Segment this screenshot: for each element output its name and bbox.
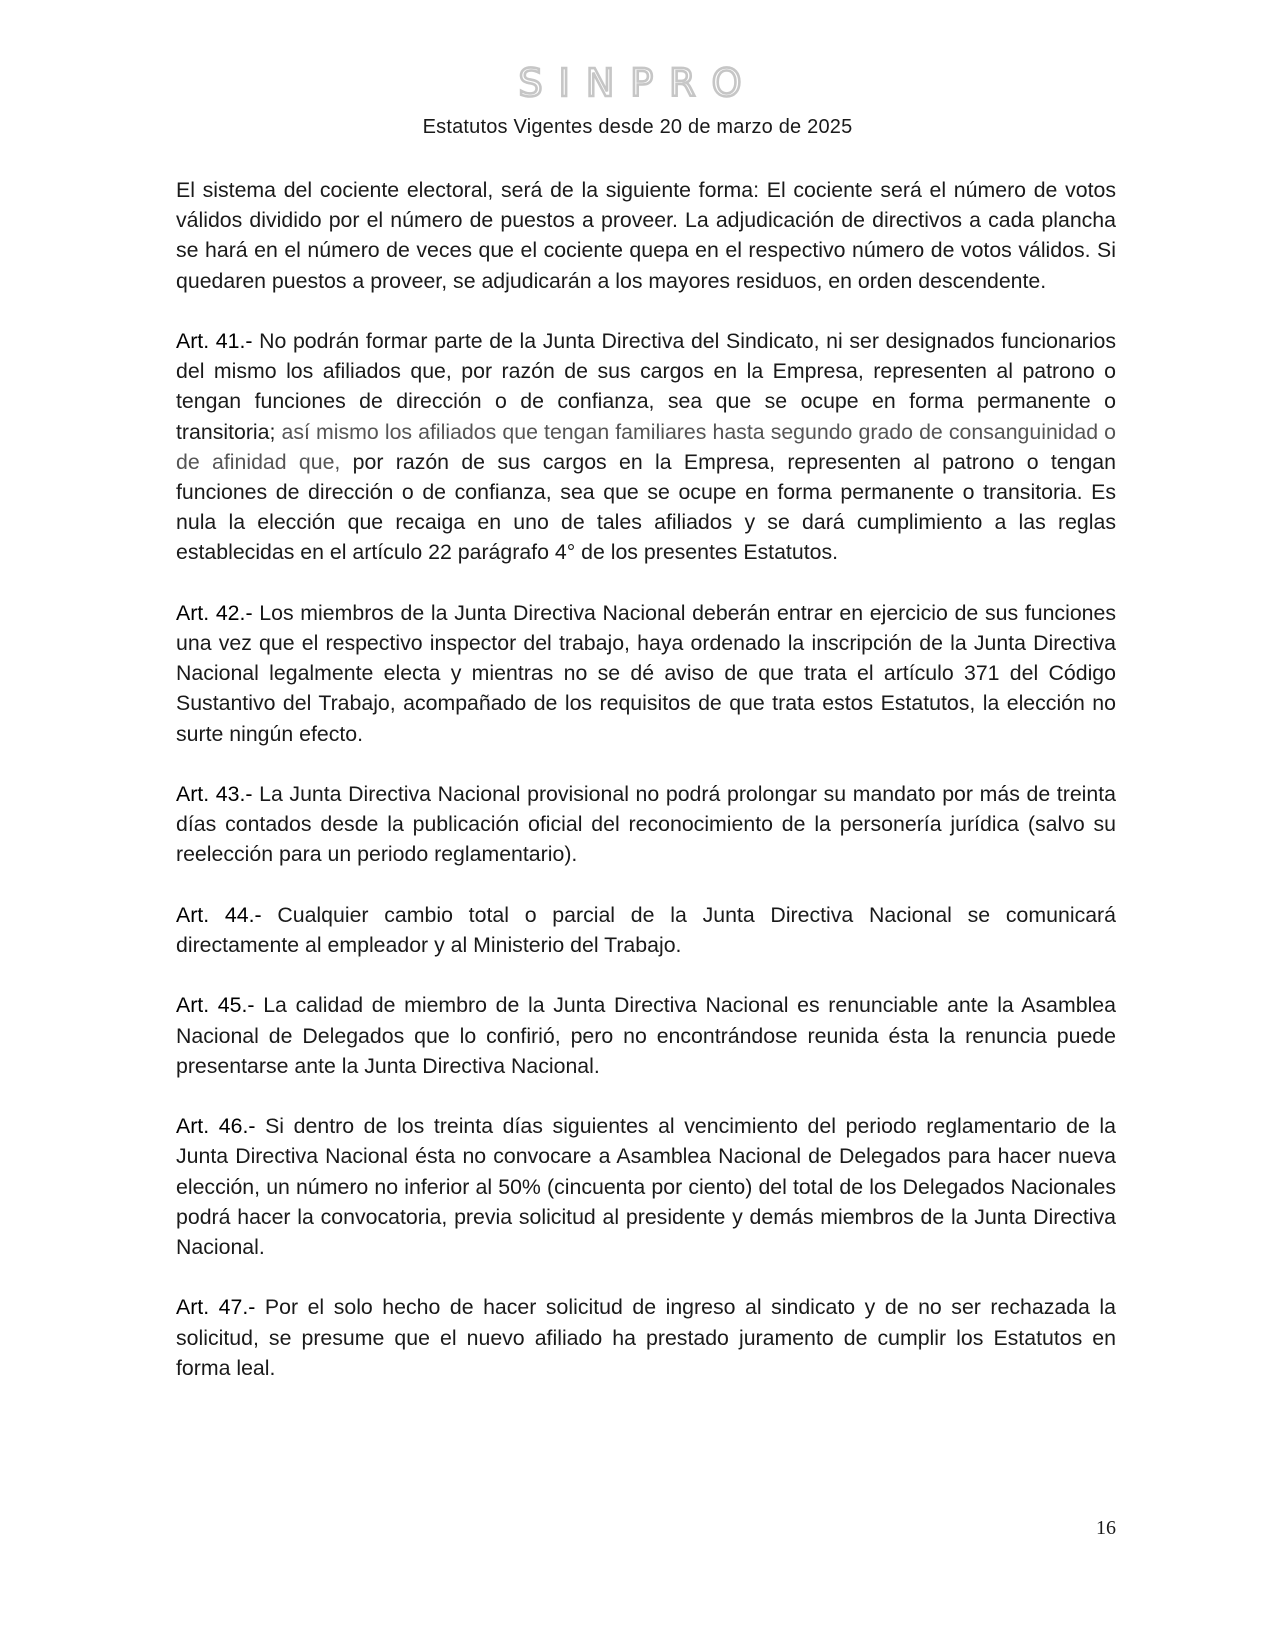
article-text: Por el solo hecho de hacer solicitud de ingreso al sindicato y de no ser rechazada la solicitud, se presume que el nuevo afiliado ha prestado juramento de cumplir los Estatutos en forma leal. — [176, 1295, 1116, 1380]
article-46 — [176, 1111, 1116, 1262]
article-text: La Junta Directiva Nacional provisional no podrá prolongar su mandato por más de treinta días contados desde la publicación oficial del reconocimiento de la personería jurídica (salvo su reelección para un periodo reglamentario). — [176, 782, 1116, 867]
article-text: por razón de sus cargos en la Empresa, representen al patrono o tengan funciones de dirección o de confianza, sea que se ocupe en forma permanente o transitoria. Es nula la elección que recaiga en uno de tales afiliados y se dará cumplimiento a las reglas establecidas en el artículo 22 parágrafo 4° de los presentes Estatutos. — [176, 449, 1116, 565]
article-text: No podrán formar parte de la Junta Directiva del Sindicato, ni ser designados funcionarios del mismo los afiliados que, por razón de sus cargos en la Empresa, representen al patrono o tengan funciones de dirección o de confianza, sea que se ocupe en forma permanente o transitoria; — [176, 329, 1117, 444]
article-label: Art. 45.- — [176, 993, 255, 1018]
article-41 — [176, 326, 1116, 568]
article-47 — [176, 1292, 1116, 1383]
article-43 — [176, 779, 1116, 870]
article-42 — [176, 598, 1116, 749]
page-header — [0, 62, 1275, 139]
article-label: Art. 47.- — [176, 1295, 256, 1320]
article-label: Art. 43.- — [176, 782, 253, 807]
intro-paragraph: El sistema del cociente electoral, será de la siguiente forma: El cociente será el número de votos válidos dividido por el número de puestos a proveer. La adjudicación de directivos a cada plancha se hará en el número de veces que el cociente quepa en el respectivo número de votos válidos. Si quedaren puestos a proveer, se adjudicarán a los mayores residuos, en orden descendente. — [176, 178, 1116, 293]
sinpro-logo — [493, 62, 783, 102]
article-text: Si dentro de los treinta días siguientes al vencimiento del periodo reglamentario de la Junta Directiva Nacional ésta no convocare a Asamblea Nacional de Delegados para hacer nueva elección, un número no inferior al 50% (cincuenta por ciento) del total de los Delegados Nacionales podrá hacer la convocatoria, previa solicitud al presidente y demás miembros de la Junta Directiva Nacional. — [176, 1114, 1117, 1260]
article-label: Art. 42.- — [176, 600, 253, 625]
article-text: Cualquier cambio total o parcial de la Junta Directiva Nacional se comunicará directamente al empleador y al Ministerio del Trabajo. — [176, 902, 1116, 958]
article-text-muted: así mismo los afiliados que tengan familiares hasta segundo grado de consanguinidad o de afinidad que, — [176, 419, 1117, 474]
page-number: 16 — [1096, 1517, 1116, 1539]
document-body — [176, 175, 1116, 1413]
article-text: Los miembros de la Junta Directiva Nacional deberán entrar en ejercicio de sus funciones una vez que el respectivo inspector del trabajo, haya ordenado la inscripción de la Junta Directiva Nacional legalmente electa y mientras no se dé aviso de que trata el artículo 371 del Código Sustantivo del Trabajo, acompañado de los requisitos de que trata estos Estatutos, la elección no surte ningún efecto. — [176, 600, 1116, 746]
article-label: Art. 41.- — [176, 329, 253, 353]
document-subtitle: Estatutos Vigentes desde 20 de marzo de 2025 — [422, 116, 853, 138]
article-45 — [176, 990, 1116, 1081]
article-label: Art. 46.- — [176, 1114, 256, 1139]
article-label: Art. 44.- — [176, 902, 262, 927]
article-44 — [176, 900, 1116, 960]
sinpro-logo-text: SINPRO — [518, 62, 757, 102]
article-text: La calidad de miembro de la Junta Directiva Nacional es renunciable ante la Asamblea Nacional de Delegados que lo confirió, pero no encontrándose reunida ésta la renuncia puede presentarse ante la Junta Directiva Nacional. — [176, 993, 1116, 1078]
